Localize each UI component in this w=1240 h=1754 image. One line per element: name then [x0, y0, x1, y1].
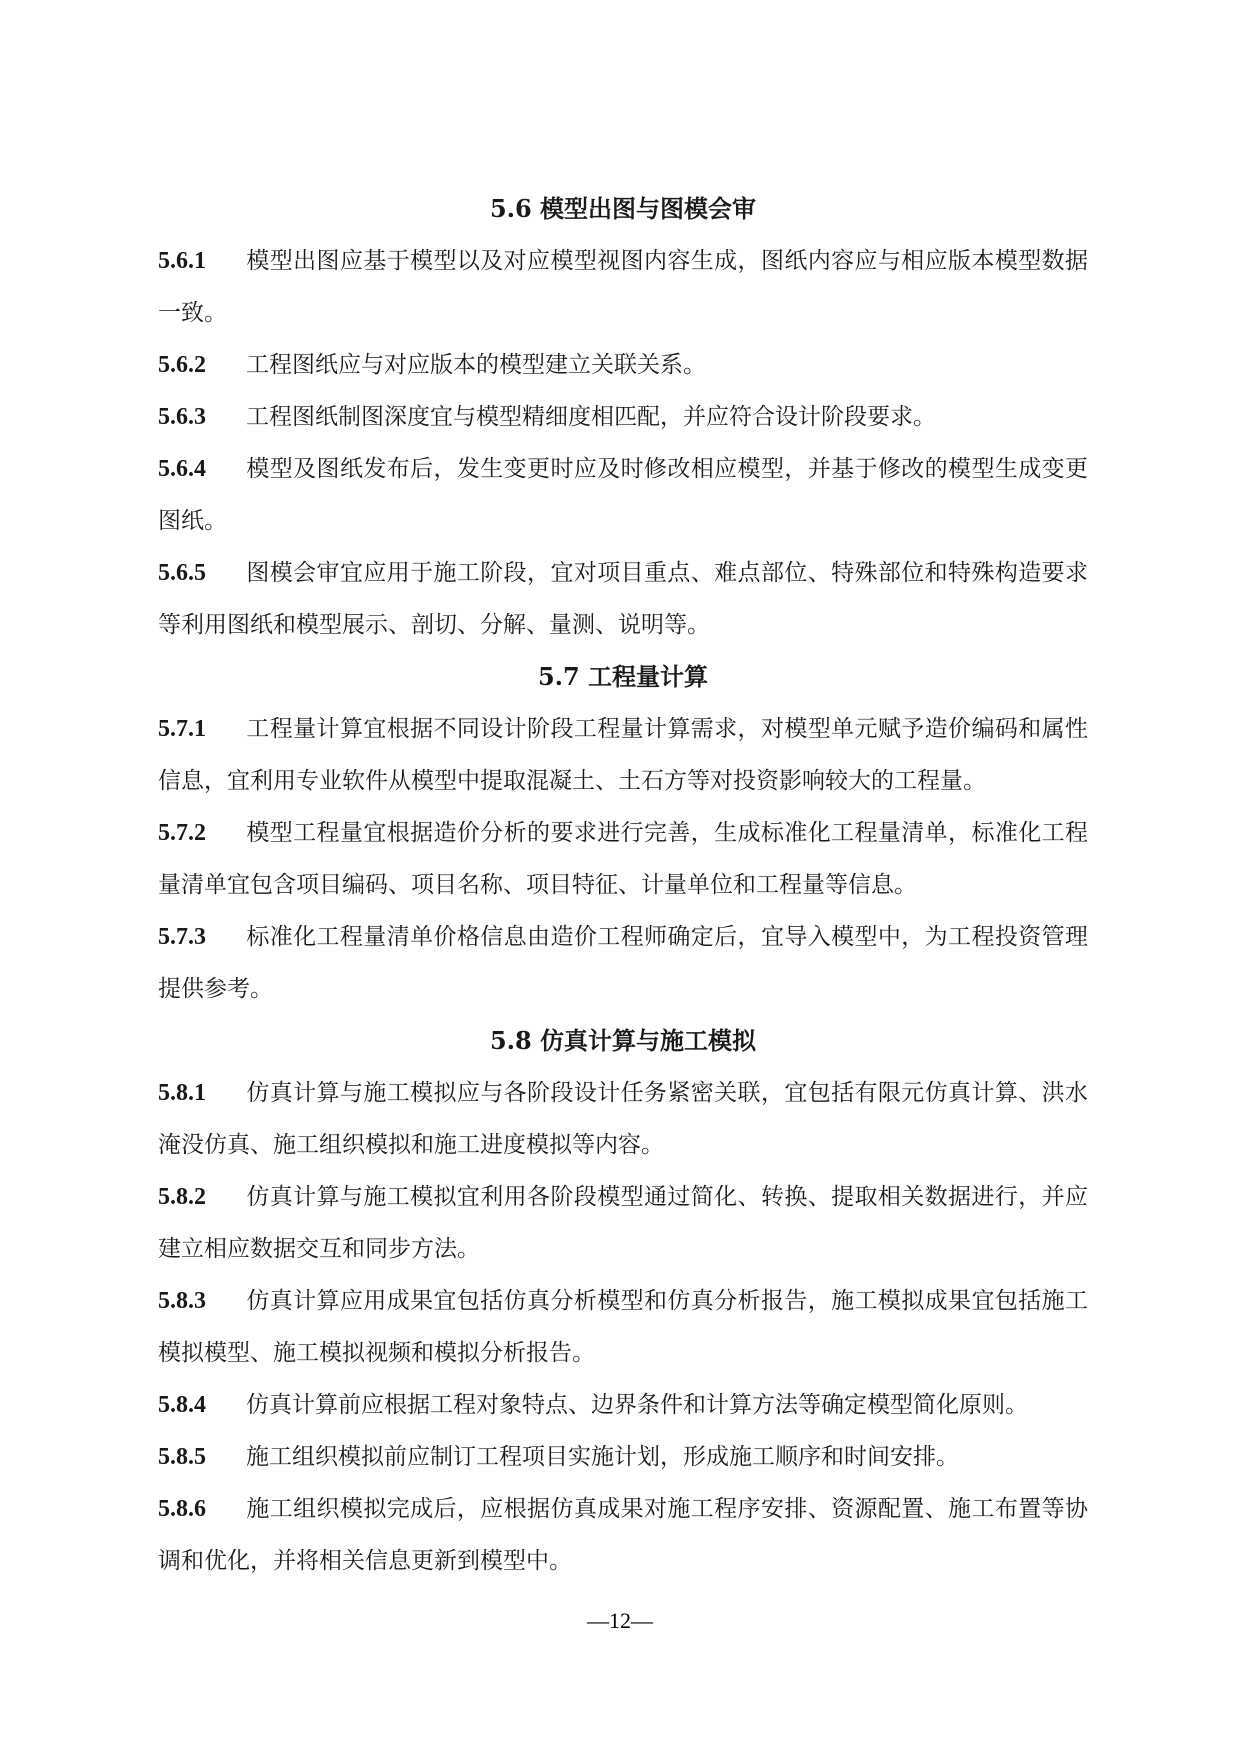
clause-5-8-2 [158, 1171, 1088, 1275]
clause-number: 5.6.5 [158, 560, 206, 586]
clause-text: 仿真计算前应根据工程对象特点、边界条件和计算方法等确定模型简化原则。 [246, 1392, 1028, 1418]
clause-5-6-5 [158, 547, 1088, 651]
clause-5-7-3 [158, 911, 1088, 1015]
clause-text: 工程图纸制图深度宜与模型精细度相匹配，并应符合设计阶段要求。 [246, 404, 936, 430]
clause-5-6-4 [158, 443, 1088, 547]
clause-number: 5.8.4 [158, 1392, 206, 1418]
clause-number: 5.8.2 [158, 1184, 206, 1210]
clause-5-7-2 [158, 807, 1088, 911]
clause-5-7-1 [158, 703, 1088, 807]
clause-number: 5.7.2 [158, 820, 206, 846]
clause-number: 5.7.3 [158, 924, 206, 950]
clause-number: 5.6.3 [158, 404, 206, 430]
clause-text: 仿真计算与施工模拟宜利用各阶段模型通过简化、转换、提取相关数据进行，并应建立相应数据交互和同步方法。 [158, 1184, 1088, 1262]
clause-number: 5.8.1 [158, 1080, 206, 1106]
clause-number: 5.8.5 [158, 1444, 206, 1470]
clause-text: 工程量计算宜根据不同设计阶段工程量计算需求，对模型单元赋予造价编码和属性信息，宜利用专业软件从模型中提取混凝土、土石方等对投资影响较大的工程量。 [158, 716, 1088, 794]
clause-number: 5.8.6 [158, 1496, 206, 1522]
clause-5-6-2 [158, 339, 1088, 391]
clause-number: 5.6.1 [158, 248, 206, 274]
clause-text: 模型工程量宜根据造价分析的要求进行完善，生成标准化工程量清单，标准化工程量清单宜包含项目编码、项目名称、项目特征、计量单位和工程量等信息。 [158, 820, 1088, 898]
clause-5-8-6 [158, 1483, 1088, 1587]
clause-number: 5.8.3 [158, 1288, 206, 1314]
clause-5-8-3 [158, 1275, 1088, 1379]
clause-number: 5.6.2 [158, 352, 206, 378]
clause-text: 仿真计算应用成果宜包括仿真分析模型和仿真分析报告，施工模拟成果宜包括施工模拟模型、施工模拟视频和模拟分析报告。 [158, 1288, 1088, 1366]
clause-text: 施工组织模拟前应制订工程项目实施计划，形成施工顺序和时间安排。 [246, 1444, 959, 1470]
clause-text: 工程图纸应与对应版本的模型建立关联关系。 [246, 352, 706, 378]
section-heading-5-6: 5.6 模型出图与图模会审 [489, 194, 757, 223]
clause-text: 模型及图纸发布后，发生变更时应及时修改相应模型，并基于修改的模型生成变更图纸。 [158, 456, 1088, 534]
clause-text: 图模会审宜应用于施工阶段，宜对项目重点、难点部位、特殊部位和特殊构造要求等利用图纸和模型展示、剖切、分解、量测、说明等。 [158, 560, 1088, 638]
clause-5-8-1 [158, 1067, 1088, 1171]
clause-text: 模型出图应基于模型以及对应模型视图内容生成，图纸内容应与相应版本模型数据一致。 [158, 248, 1088, 326]
clause-number: 5.6.4 [158, 456, 206, 482]
clause-number: 5.7.1 [158, 716, 206, 742]
page-number: —12— [587, 1608, 653, 1633]
clause-text: 标准化工程量清单价格信息由造价工程师确定后，宜导入模型中，为工程投资管理提供参考。 [158, 924, 1088, 1002]
section-heading-5-7: 5.7 工程量计算 [537, 662, 709, 691]
clause-text: 仿真计算与施工模拟应与各阶段设计任务紧密关联，宜包括有限元仿真计算、洪水淹没仿真、施工组织模拟和施工进度模拟等内容。 [158, 1080, 1088, 1158]
clause-5-8-4 [158, 1379, 1088, 1431]
clause-text: 施工组织模拟完成后，应根据仿真成果对施工程序安排、资源配置、施工布置等协调和优化，并将相关信息更新到模型中。 [158, 1496, 1088, 1574]
section-heading-5-8: 5.8 仿真计算与施工模拟 [489, 1026, 757, 1055]
clause-5-8-5 [158, 1431, 1088, 1483]
clause-5-6-3 [158, 391, 1088, 443]
clause-5-6-1 [158, 235, 1088, 339]
